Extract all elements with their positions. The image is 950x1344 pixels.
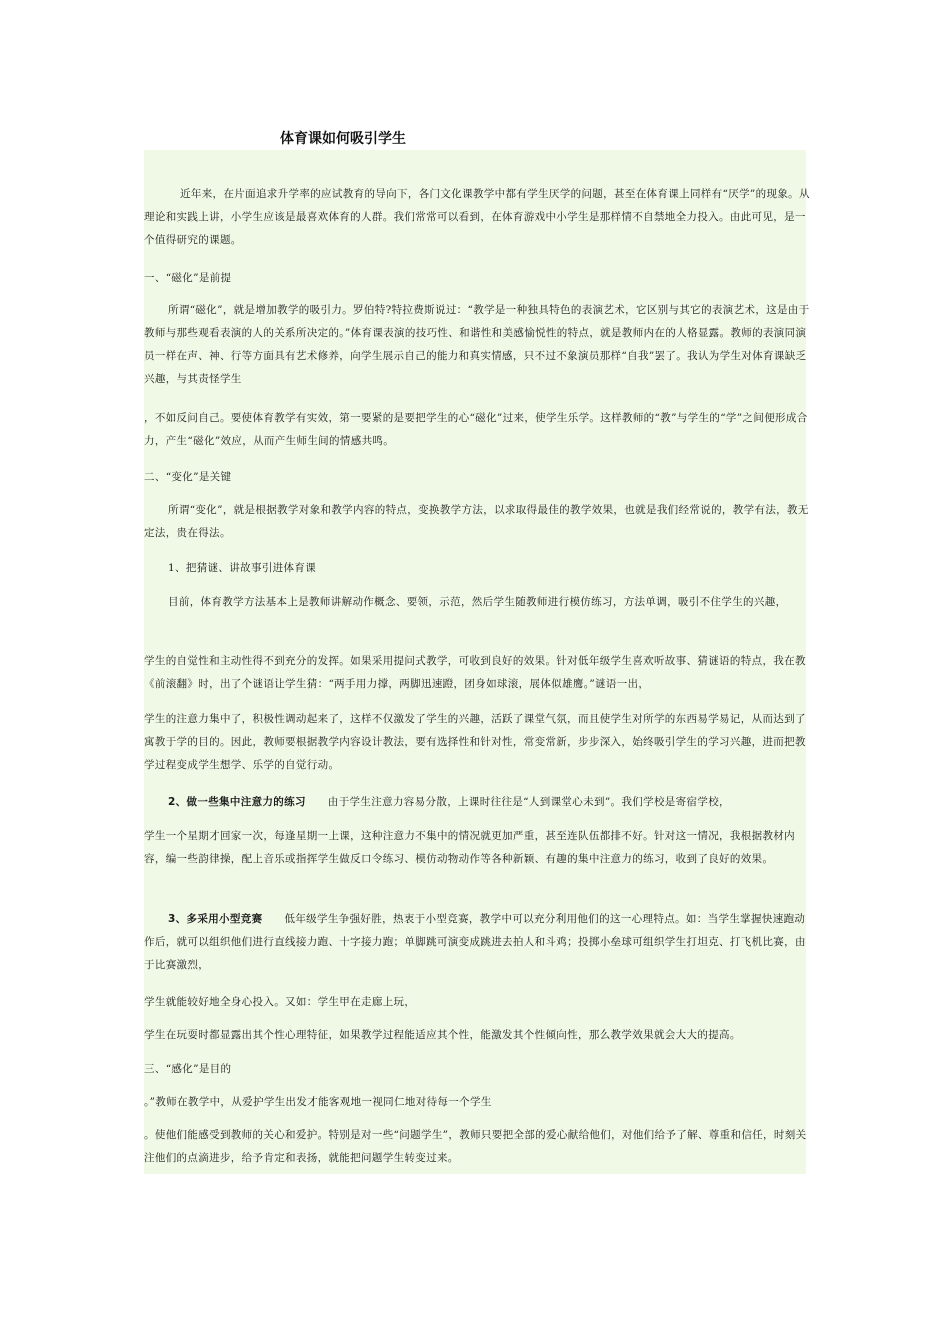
subheading-3-line xyxy=(144,908,816,977)
intro-paragraph: 近年来，在片面追求升学率的应试教育的导向下，各门文化课教学中都有学生厌学的问题，甚至在体育课上同样有“厌学”的现象。从理论和实践上讲，小学生应该是最喜欢体育的人群。我们常常可以看到，在体育游戏中小学生是那样情不自禁地全力投入。由此可见，是一个值得研究的课题。 xyxy=(144,188,810,246)
subheading-3-text: 低年级学生争强好胜，热衷于小型竞赛，教学中可以充分利用他们的这一心理特点。如：当学生掌握快速跑动作后，就可以组织他们进行直线接力跑、十字接力跑；单脚跳可演变成跳进去拍人和斗鸡；投掷小垒球可组织学生打坦克、打飞机比赛，由于比赛激烈， xyxy=(144,913,806,971)
paragraph-method: 目前，体育教学方法基本上是教师讲解动作概念、要领，示范，然后学生随教师进行模仿练习，方法单调，吸引不住学生的兴趣， xyxy=(168,596,787,608)
section-heading-1: 一、“磁化”是前提 xyxy=(144,272,232,284)
paragraph-change: 所谓“变化”，就是根据教学对象和教学内容的特点，变换教学方法，以求取得最佳的教学效果，也就是我们经常说的，教学有法，教无定法，贵在得法。 xyxy=(144,504,809,539)
paragraph-magnetize-cont: ，不如反问自己。要使体育教学有实效，第一要紧的是要把学生的心“磁化”过来，使学生乐学。这样教师的“教”与学生的“学”之间便形成合力，产生“磁化”效应，从而产生师生间的情感共鸣。 xyxy=(144,412,808,447)
paragraph-riddle: 学生的自觉性和主动性得不到充分的发挥。如果采用提问式教学，可收到良好的效果。针对低年级学生喜欢听故事、猜谜语的特点，我在教《前滚翻》时，出了个谜语让学生猜：“两手用力撑，两脚迅速蹬，团身如球滚，展体似雄鹰。”谜语一出， xyxy=(144,655,806,690)
section-heading-2: 二、“变化”是关键 xyxy=(144,471,232,483)
paragraph-attention: 学生的注意力集中了，积极性调动起来了，这样不仅激发了学生的兴趣，活跃了课堂气氛，而且使学生对所学的东西易学易记，从而达到了寓教于学的目的。因此，教师要根据教学内容设计教法，要有选择性和针对性，常变常新，步步深入，始终吸引学生的学习兴趣，进而把教学过程变成学生想学、乐学的自觉行动。 xyxy=(144,713,806,771)
subheading-2: 2、做一些集中注意力的练习 xyxy=(168,796,306,808)
paragraph-care: 。”教师在教学中，从爱护学生出发才能客观地一视同仁地对待每一个学生 xyxy=(144,1096,492,1108)
paragraph-student-a: 学生就能较好地全身心投入。又如：学生甲在走廊上玩， xyxy=(144,996,416,1008)
subheading-3: 3、多采用小型竞赛 xyxy=(168,913,263,925)
paragraph-problem-students: 。使他们能感受到教师的关心和爱护。特别是对一些“问题学生”，教师只要把全部的爱心献给他们，对他们给予了解、尊重和信任，时刻关注他们的点滴进步，给予肯定和表扬，就能把问题学生转变过来。 xyxy=(144,1129,807,1164)
paragraph-magnetize: 所谓“磁化”，就是增加教学的吸引力。罗伯特?特拉费斯说过：“教学是一种独具特色的表演艺术，它区别与其它的表演艺术，这是由于教师与那些观看表演的人的关系所决定的。”体育课表演的技巧性、和谐性和美感愉悦性的特点，就是教师内在的人格显露。教师的表演同演员一样在声、神、行等方面具有艺术修养，向学生展示自己的能力和真实情感，只不过不象演员那样“自我”罢了。我认为学生对体育课缺乏兴趣，与其责怪学生 xyxy=(144,304,810,385)
subheading-2-text: 由于学生注意力容易分散，上课时往往是“人到课堂心未到”。我们学校是寄宿学校， xyxy=(327,796,730,808)
document-title: 体育课如何吸引学生 xyxy=(280,131,406,147)
paragraph-personality: 学生在玩耍时都显露出其个性心理特征，如果教学过程能适应其个性，能激发其个性倾向性，那么教学效果就会大大的提高。 xyxy=(144,1029,741,1041)
section-heading-3: 三、“感化”是目的 xyxy=(144,1063,232,1075)
subheading-2-line xyxy=(144,791,816,814)
paragraph-boarding: 学生一个星期才回家一次，每逢星期一上课，这种注意力不集中的情况就更加严重，甚至连队伍都排不好。针对这一情况，我根据教材内容，编一些韵律操，配上音乐或指挥学生做反口令练习、模仿动物动作等各种新颖、有趣的集中注意力的练习，收到了良好的效果。 xyxy=(144,830,795,865)
subheading-1: 1、把猜谜、讲故事引进体育课 xyxy=(168,562,317,574)
